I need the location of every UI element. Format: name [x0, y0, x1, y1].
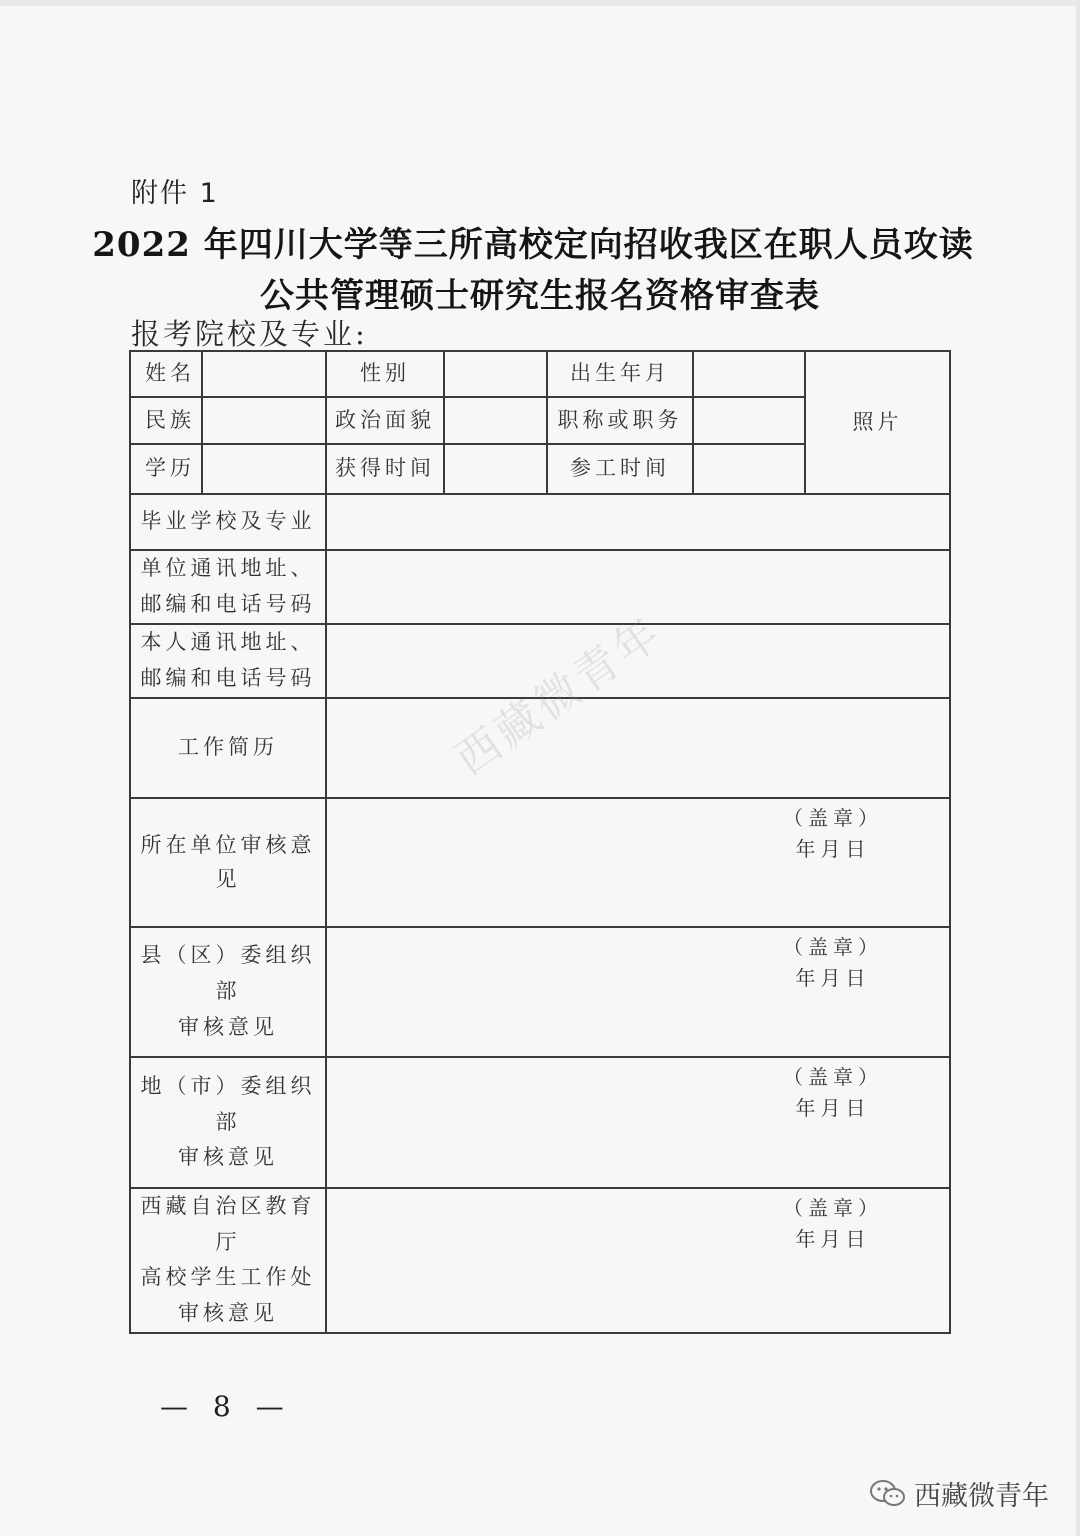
- seal-text: （盖章）: [783, 1065, 883, 1089]
- obtained-time-label: 获得时间: [326, 444, 444, 494]
- scan-edge-top: [0, 0, 1080, 6]
- unit-review-label: 所在单位审核意见: [130, 798, 326, 927]
- date-text: 年月日: [795, 966, 871, 990]
- edu-dept-review-line-3: 审核意见: [178, 1301, 278, 1326]
- edu-dept-review-field[interactable]: [326, 1188, 950, 1333]
- document-title-line-1: 2022 年四川大学等三所高校定向招收我区在职人员攻读: [92, 225, 974, 265]
- work-history-label: 工作简历: [130, 698, 326, 798]
- footer-brand-text: 西藏微青年: [914, 1481, 1049, 1512]
- edu-dept-review-line-2: 高校学生工作处: [140, 1265, 316, 1290]
- personal-address-line-1: 本人通讯地址、: [140, 630, 316, 655]
- ethnicity-label: 民族: [130, 397, 202, 444]
- seal-block: [783, 932, 883, 994]
- graduate-school-label: 毕业学校及专业: [130, 494, 326, 550]
- photo-box[interactable]: [805, 351, 950, 494]
- gender-field[interactable]: [444, 351, 547, 397]
- personal-address-line-2: 邮编和电话号码: [140, 666, 316, 690]
- seal-block: [783, 803, 883, 865]
- unit-address-field[interactable]: [326, 550, 950, 624]
- name-field[interactable]: [202, 351, 326, 397]
- political-status-field[interactable]: [444, 397, 547, 444]
- county-review-label: [130, 927, 326, 1057]
- education-field[interactable]: [202, 444, 326, 494]
- title-post-label: 职称或职务: [547, 397, 693, 444]
- qualification-review-form: [129, 350, 951, 1334]
- edu-dept-review-label: [130, 1188, 326, 1333]
- photo-label: 照片: [852, 409, 903, 434]
- birth-label: 出生年月: [547, 351, 693, 397]
- work-history-field[interactable]: [326, 698, 950, 798]
- seal-text: （盖章）: [783, 1196, 883, 1220]
- seal-block: [783, 1062, 883, 1124]
- gender-label: 性别: [326, 351, 444, 397]
- county-review-line-2: 审核意见: [178, 1014, 278, 1039]
- county-review-field[interactable]: [326, 927, 950, 1057]
- unit-address-line-1: 单位通讯地址、: [140, 556, 316, 581]
- document-title-line-2: 公共管理硕士研究生报名资格审查表: [260, 276, 820, 316]
- date-text: 年月日: [795, 1227, 871, 1251]
- date-text: 年月日: [795, 1096, 871, 1120]
- name-label: 姓名: [130, 351, 202, 397]
- watermark: 西藏微青年: [446, 606, 673, 786]
- work-start-field[interactable]: [693, 444, 805, 494]
- work-start-label: 参工时间: [547, 444, 693, 494]
- scan-edge-right: [1076, 0, 1080, 1536]
- personal-address-field[interactable]: [326, 624, 950, 698]
- city-review-line-1: 地（市）委组织部: [140, 1073, 316, 1134]
- edu-dept-review-line-1: 西藏自治区教育厅: [140, 1194, 316, 1254]
- political-status-label: 政治面貌: [326, 397, 444, 444]
- wechat-icon: [868, 1478, 908, 1510]
- city-review-label: [130, 1057, 326, 1188]
- unit-address-line-2: 邮编和电话号码: [140, 592, 316, 616]
- unit-review-field[interactable]: [326, 798, 950, 927]
- unit-address-label: [130, 550, 326, 624]
- attachment-label: 附件 1: [131, 178, 219, 209]
- footer-brand: [868, 1474, 1049, 1513]
- seal-text: （盖章）: [783, 935, 883, 959]
- city-review-field[interactable]: [326, 1057, 950, 1188]
- education-label: 学历: [130, 444, 202, 494]
- county-review-line-1: 县（区）委组织部: [140, 943, 316, 1004]
- seal-text: （盖章）: [783, 806, 883, 830]
- apply-school-major-label: 报考院校及专业:: [131, 317, 368, 351]
- seal-block: [783, 1193, 883, 1255]
- personal-address-label: [130, 624, 326, 698]
- birth-field[interactable]: [693, 351, 805, 397]
- ethnicity-field[interactable]: [202, 397, 326, 444]
- obtained-time-field[interactable]: [444, 444, 547, 494]
- page-number: — 8 —: [160, 1390, 292, 1423]
- title-post-field[interactable]: [693, 397, 805, 444]
- date-text: 年月日: [795, 837, 871, 861]
- city-review-line-2: 审核意见: [178, 1145, 278, 1170]
- graduate-school-field[interactable]: [326, 494, 950, 550]
